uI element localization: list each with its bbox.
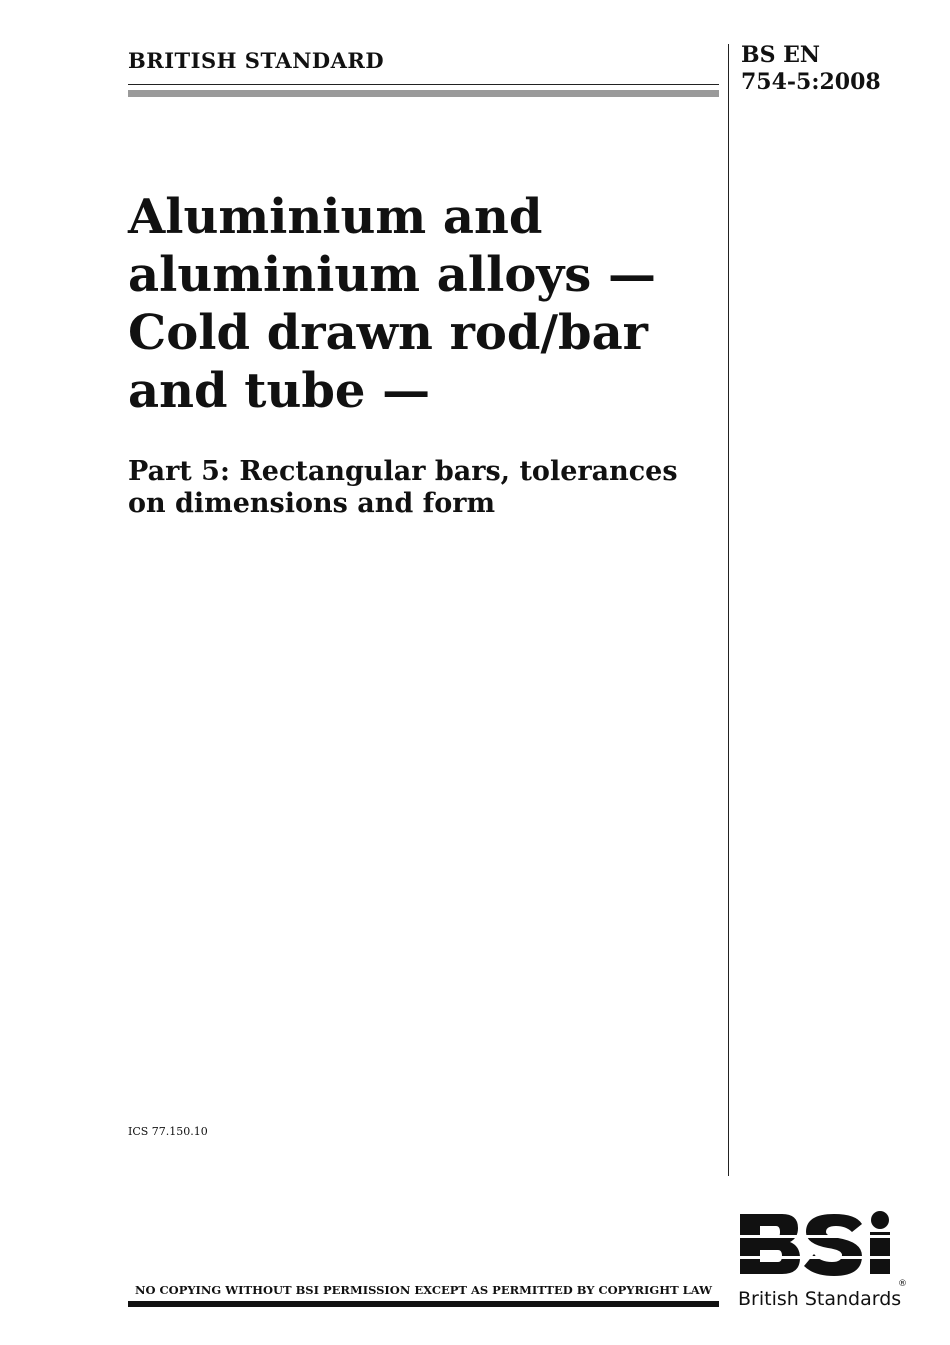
header-rule-thin <box>128 84 719 85</box>
logo-caption: British Standards <box>738 1288 902 1310</box>
title-line-3: Cold drawn rod/bar <box>128 305 648 361</box>
title-line-2: aluminium alloys — <box>128 247 656 303</box>
header-rule-thick <box>128 90 719 97</box>
ics-code: ICS 77.150.10 <box>128 1125 208 1138</box>
document-number <box>741 42 881 96</box>
title-line-4: and tube — <box>128 363 431 419</box>
footer-rule <box>128 1301 719 1307</box>
registered-mark: ® <box>898 1279 907 1289</box>
document-type-label: BRITISH STANDARD <box>128 48 385 73</box>
copyright-notice: NO COPYING WITHOUT BSI PERMISSION EXCEPT AS PERMITTED BY COPYRIGHT LAW <box>134 1283 713 1297</box>
document-title <box>128 188 708 420</box>
subtitle-line-1: Part 5: Rectangular bars, tolerances <box>128 456 678 487</box>
title-line-1: Aluminium and <box>128 189 543 245</box>
subtitle-line-2: on dimensions and form <box>128 488 496 519</box>
document-number-line-1: BS EN <box>741 42 821 68</box>
bsi-wordmark-icon <box>738 1210 908 1290</box>
document-subtitle <box>128 456 718 520</box>
vertical-divider <box>728 44 729 1176</box>
document-number-line-2: 754-5:2008 <box>741 69 881 95</box>
